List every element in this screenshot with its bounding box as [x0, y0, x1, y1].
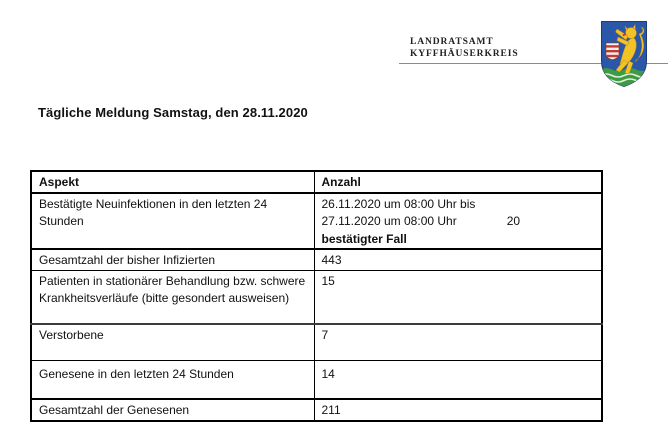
- aspect-cell: Verstorbene: [31, 324, 314, 360]
- aspect-cell: Gesamtzahl der bisher Infizierten: [31, 249, 314, 270]
- table-row-genesene-24h: [31, 360, 602, 399]
- anzahl-cell: 14: [314, 360, 602, 399]
- anzahl-line-3: bestätigter Fall: [321, 231, 407, 246]
- table-header-row: [31, 171, 602, 193]
- letterhead-line1: LANDRATSAMT: [410, 37, 494, 47]
- page-title: Tägliche Meldung Samstag, den 28.11.2020: [38, 105, 308, 120]
- anzahl-cell: 443: [314, 249, 602, 270]
- neuinfektionen-count: 20: [506, 214, 521, 228]
- coat-of-arms-icon: [600, 20, 648, 88]
- column-header-aspekt: Aspekt: [31, 171, 314, 193]
- column-header-anzahl: Anzahl: [314, 171, 602, 193]
- letterhead: [410, 36, 519, 60]
- table-row-gesamt-infizierte: [31, 249, 602, 270]
- report-table: [30, 170, 603, 422]
- aspect-cell: Patienten in stationärer Behandlung bzw. schwere Krankheitsverläufe (bitte gesondert ausweisen): [31, 270, 314, 324]
- table-row-patienten-stationaer: [31, 270, 602, 324]
- table-row-neuinfektionen: [31, 193, 602, 250]
- anzahl-line-1: 26.11.2020 um 08:00 Uhr bis: [321, 196, 476, 211]
- anzahl-line-2: 27.11.2020 um 08:00 Uhr 20: [321, 214, 521, 228]
- table-row-verstorbene: [31, 324, 602, 360]
- anzahl-cell: 7: [314, 324, 602, 360]
- aspect-cell: Genesene in den letzten 24 Stunden: [31, 360, 314, 399]
- aspect-cell: Gesamtzahl der Genesenen: [31, 399, 314, 421]
- anzahl-cell: [314, 193, 602, 250]
- aspect-cell: Bestätigte Neuinfektionen in den letzten 24 Stunden: [31, 193, 314, 250]
- anzahl-cell: 211: [314, 399, 602, 421]
- letterhead-line2: KYFFHÄUSERKREIS: [410, 49, 519, 59]
- anzahl-cell: 15: [314, 270, 602, 324]
- table-row-gesamt-genesene: [31, 399, 602, 421]
